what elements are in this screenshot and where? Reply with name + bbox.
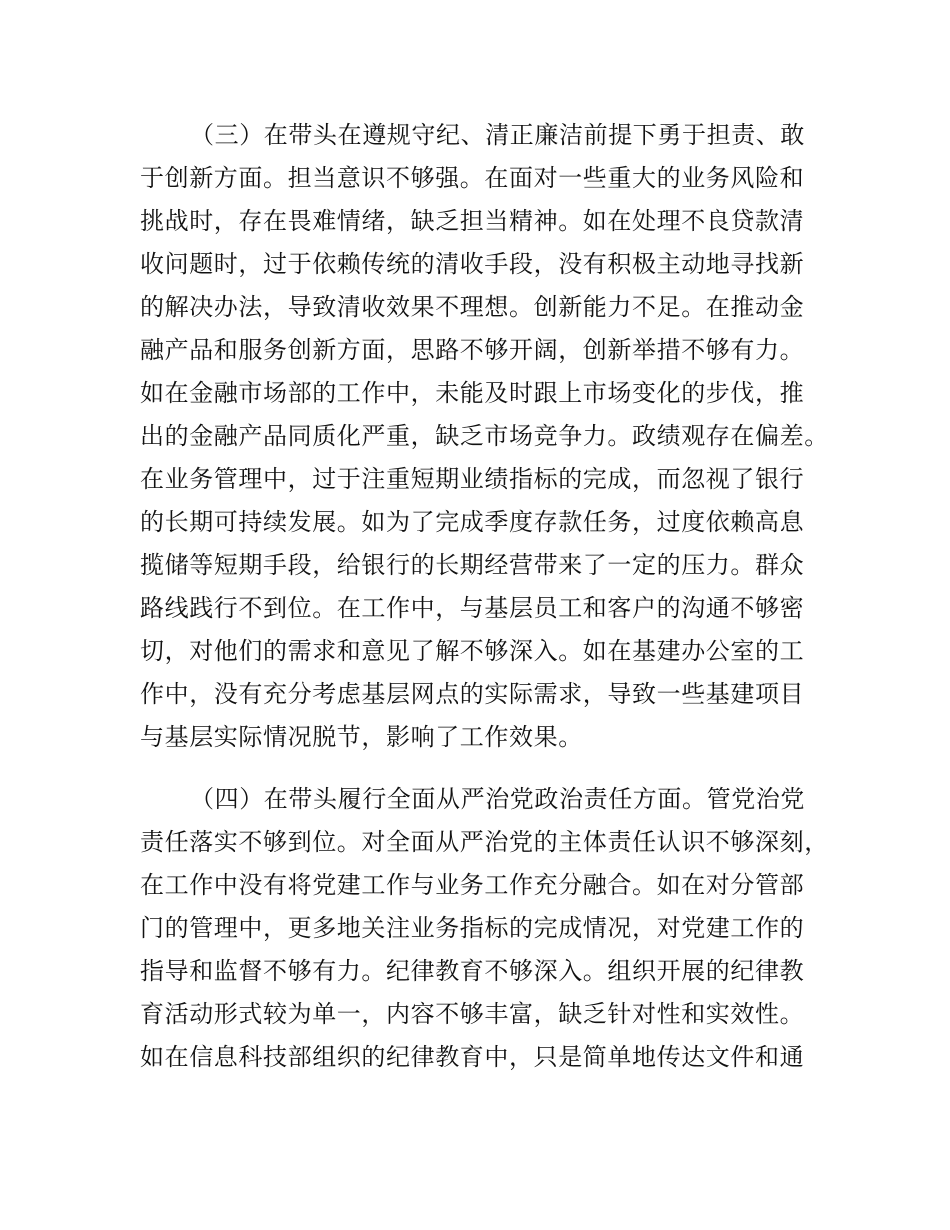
paragraph-2-line-5: 指导和监督不够有力。纪律教育不够深入。组织开展的纪律教 xyxy=(140,957,805,985)
paragraph-2-line-4: 门的管理中，更多地关注业务指标的完成情况，对党建工作的 xyxy=(140,914,805,942)
paragraph-1-line-1: （三）在带头在遵规守纪、清正廉洁前提下勇于担责、敢 xyxy=(190,121,805,149)
paragraph-1-line-9: 在业务管理中，过于注重短期业绩指标的完成，而忽视了银行 xyxy=(140,465,805,493)
paragraph-1-line-2: 于创新方面。担当意识不够强。在面对一些重大的业务风险和 xyxy=(140,164,805,192)
paragraph-2-line-3: 在工作中没有将党建工作与业务工作充分融合。如在对分管部 xyxy=(140,871,805,899)
paragraph-1-line-5: 的解决办法，导致清收效果不理想。创新能力不足。在推动金 xyxy=(140,293,805,321)
paragraph-1-line-12: 路线践行不到位。在工作中，与基层员工和客户的沟通不够密 xyxy=(140,594,805,622)
paragraph-2-line-7: 如在信息科技部组织的纪律教育中，只是简单地传达文件和通 xyxy=(140,1043,805,1071)
paragraph-1-line-7: 如在金融市场部的工作中，未能及时跟上市场变化的步伐，推 xyxy=(140,379,805,407)
paragraph-1-line-4: 收问题时，过于依赖传统的清收手段，没有积极主动地寻找新 xyxy=(140,250,805,278)
paragraph-1-line-11: 揽储等短期手段，给银行的长期经营带来了一定的压力。群众 xyxy=(140,551,805,579)
paragraph-2-line-6: 育活动形式较为单一，内容不够丰富，缺乏针对性和实效性。 xyxy=(140,1000,805,1028)
paragraph-1-line-15: 与基层实际情况脱节，影响了工作效果。 xyxy=(140,723,583,751)
paragraph-2-line-2: 责任落实不够到位。对全面从严治党的主体责任认识不够深刻， xyxy=(140,828,829,856)
paragraph-1-line-14: 作中，没有充分考虑基层网点的实际需求，导致一些基建项目 xyxy=(140,680,805,708)
paragraph-1-line-6: 融产品和服务创新方面，思路不够开阔，创新举措不够有力。 xyxy=(140,336,805,364)
paragraph-1-line-3: 挑战时，存在畏难情绪，缺乏担当精神。如在处理不良贷款清 xyxy=(140,207,805,235)
paragraph-2-line-1: （四）在带头履行全面从严治党政治责任方面。管党治党 xyxy=(190,785,805,813)
paragraph-1-line-13: 切，对他们的需求和意见了解不够深入。如在基建办公室的工 xyxy=(140,637,805,665)
paragraph-1-line-10: 的长期可持续发展。如为了完成季度存款任务，过度依赖高息 xyxy=(140,508,805,536)
paragraph-1-line-8: 出的金融产品同质化严重，缺乏市场竞争力。政绩观存在偏差。 xyxy=(140,422,829,450)
